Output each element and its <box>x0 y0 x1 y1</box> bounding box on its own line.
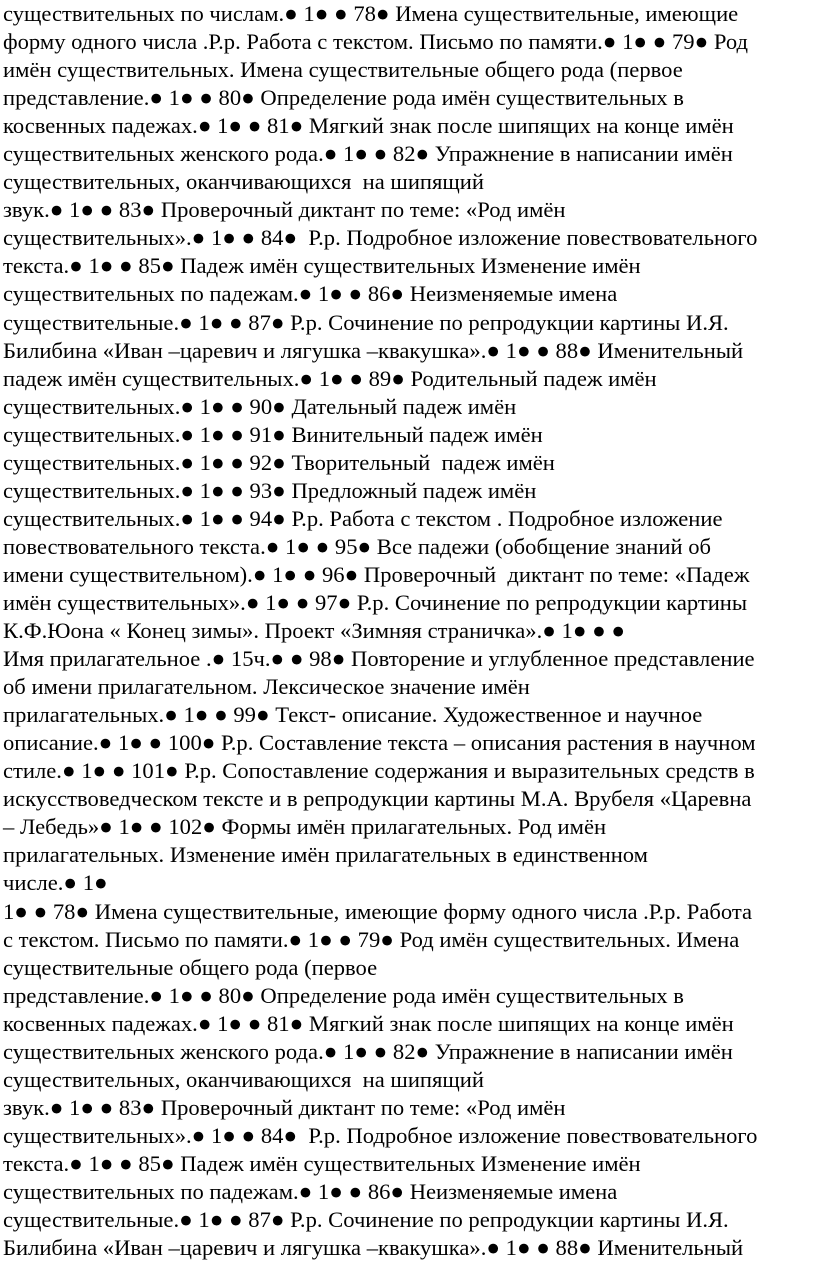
text-line: имён существительных».● 1● ● 97● Р.р. Сочинение по репродукции картины <box>3 589 748 615</box>
text-line: существительных.● 1● ● 93● Предложный падеж имён <box>3 477 537 503</box>
text-line: существительных, оканчивающихся на шипящий <box>3 169 484 195</box>
text-line: существительных.● 1● ● 94● Р.р. Работа с текстом . Подробное изложение <box>3 505 723 531</box>
text-line: искусствоведческом тексте и в репродукции картины М.А. Врубеля «Царевна <box>3 786 752 812</box>
text-line: Билибина «Иван –царевич и лягушка –квакушка».● 1● ● 88● Именительный <box>3 1235 744 1261</box>
text-line: звук.● 1● ● 83● Проверочный диктант по теме: «Род имён <box>3 197 566 223</box>
text-line: текста.● 1● ● 85● Падеж имён существительных Изменение имён <box>3 253 641 279</box>
text-line: Билибина «Иван –царевич и лягушка –квакушка».● 1● ● 88● Именительный <box>3 337 744 363</box>
text-line: падеж имён существительных.● 1● ● 89● Родительный падеж имён <box>3 365 657 391</box>
text-line: существительные.● 1● ● 87● Р.р. Сочинение по репродукции картины И.Я. <box>3 1207 729 1233</box>
text-line: К.Ф.Юона « Конец зимы». Проект «Зимняя страничка».● 1● ● ● <box>3 618 626 644</box>
text-line: существительных по падежам.● 1● ● 86● Неизменяемые имена <box>3 281 618 307</box>
text-line: 1● ● 78● Имена существительные, имеющие форму одного числа .Р.р. Работа <box>3 898 753 924</box>
text-line: об имени прилагательном. Лексическое значение имён <box>3 674 530 700</box>
text-line: звук.● 1● ● 83● Проверочный диктант по теме: «Род имён <box>3 1094 566 1120</box>
text-line: форму одного числа .Р.р. Работа с текстом. Письмо по памяти.● 1● ● 79● Род <box>3 29 749 55</box>
text-line: прилагательных.● 1● ● 99● Текст- описание. Художественное и научное <box>3 702 703 728</box>
text-line: – Лебедь»● 1● ● 102● Формы имён прилагательных. Род имён <box>3 814 607 840</box>
text-line: косвенных падежах.● 1● ● 81● Мягкий знак после шипящих на конце имён <box>3 113 734 139</box>
text-line: прилагательных. Изменение имён прилагательных в единственном <box>3 842 648 868</box>
text-line: стиле.● 1● ● 101● Р.р. Сопоставление содержания и выразительных средств в <box>3 758 755 784</box>
text-line: существительных».● 1● ● 84● Р.р. Подробное изложение повествовательного <box>3 225 758 251</box>
text-line: Имя прилагательное .● 15ч.● ● 98● Повторение и углубленное представление <box>3 646 755 672</box>
text-line: числе.● 1● <box>3 870 108 896</box>
text-line: текста.● 1● ● 85● Падеж имён существительных Изменение имён <box>3 1150 641 1176</box>
text-line: с текстом. Письмо по памяти.● 1● ● 79● Род имён существительных. Имена <box>3 926 740 952</box>
text-line: косвенных падежах.● 1● ● 81● Мягкий знак после шипящих на конце имён <box>3 1010 734 1036</box>
text-line: существительных, оканчивающихся на шипящий <box>3 1066 484 1092</box>
text-line: представление.● 1● ● 80● Определение рода имён существительных в <box>3 85 684 111</box>
text-line: существительные общего рода (первое <box>3 954 378 980</box>
text-line: существительных женского рода.● 1● ● 82● Упражнение в написании имён <box>3 141 733 167</box>
text-line: повествовательного текста.● 1● ● 95● Все падежи (обобщение знаний об <box>3 533 711 559</box>
text-line: представление.● 1● ● 80● Определение рода имён существительных в <box>3 982 684 1008</box>
text-line: существительных.● 1● ● 91● Винительный падеж имён <box>3 421 543 447</box>
text-line: существительных по падежам.● 1● ● 86● Неизменяемые имена <box>3 1178 618 1204</box>
text-line: существительных».● 1● ● 84● Р.р. Подробное изложение повествовательного <box>3 1122 758 1148</box>
text-line: существительных.● 1● ● 90● Дательный падеж имён <box>3 393 517 419</box>
text-line: существительных женского рода.● 1● ● 82● Упражнение в написании имён <box>3 1038 733 1064</box>
text-line: описание.● 1● ● 100● Р.р. Составление текста – описания растения в научном <box>3 730 756 756</box>
text-line: существительных.● 1● ● 92● Творительный падеж имён <box>3 449 555 475</box>
text-line: имён существительных. Имена существительные общего рода (первое <box>3 57 683 83</box>
text-line: имени существительном).● 1● ● 96● Проверочный диктант по теме: «Падеж <box>3 561 750 587</box>
text-line: существительных по числам.● 1● ● 78● Имена существительные, имеющие <box>3 1 739 26</box>
text-line: существительные.● 1● ● 87● Р.р. Сочинение по репродукции картины И.Я. <box>3 309 729 335</box>
